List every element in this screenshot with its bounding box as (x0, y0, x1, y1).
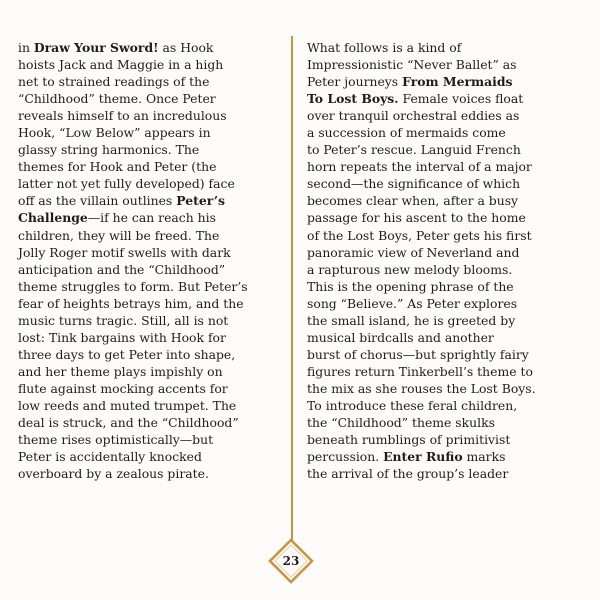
text-line (307, 346, 582, 363)
text-line (18, 56, 280, 73)
bold-title-segment: Challenge (18, 210, 88, 226)
text-line (18, 124, 280, 141)
text-segment: song “Believe.” As Peter explores (307, 295, 518, 311)
text-segment: reveals himself to an incredulous (18, 108, 227, 124)
text-line (307, 107, 582, 124)
text-line (307, 158, 582, 175)
text-segment: Peter is accidentally knocked (18, 449, 202, 465)
text-line (307, 209, 582, 226)
text-segment: burst of chorus—but sprightly fairy (307, 346, 529, 362)
text-segment: becomes clear when, after a busy (307, 193, 519, 209)
text-line (18, 397, 280, 414)
text-line (18, 380, 280, 397)
text-segment: theme struggles to form. But Peter’s (18, 278, 248, 294)
text-line (18, 431, 280, 448)
text-line (307, 141, 582, 158)
text-line (307, 397, 582, 414)
text-segment: flute against mocking accents for (18, 380, 228, 396)
page-number: 23 (282, 554, 300, 568)
left-column (18, 39, 280, 482)
bold-title-segment: Draw Your Sword! (33, 40, 159, 55)
text-segment: latter not yet fully developed) face (18, 176, 235, 192)
text-line (307, 363, 582, 380)
text-line (18, 209, 280, 226)
text-segment: low reeds and muted trumpet. The (18, 397, 237, 413)
text-line (307, 295, 582, 312)
text-line (307, 414, 582, 431)
text-segment: Peter journeys (307, 74, 403, 90)
text-line (18, 278, 280, 295)
text-line (18, 346, 280, 363)
text-segment: “Childhood” theme. Once Peter (18, 91, 216, 107)
text-segment: marks (462, 449, 506, 465)
text-segment: and her theme plays impishly on (18, 363, 223, 379)
text-line (307, 192, 582, 209)
bold-title-segment: Peter’s (176, 193, 225, 209)
text-line (307, 56, 582, 73)
text-segment: —if he can reach his (87, 210, 216, 226)
text-line (18, 261, 280, 278)
text-segment: overboard by a zealous pirate. (18, 466, 209, 482)
text-line (18, 39, 280, 56)
text-segment: musical birdcalls and another (307, 329, 494, 345)
text-segment: deal is struck, and the “Childhood” (18, 415, 239, 431)
text-segment: fear of heights betrays him, and the (18, 295, 244, 311)
text-line (18, 141, 280, 158)
text-segment: Jolly Roger motif swells with dark (18, 244, 231, 260)
text-segment: off as the villain outlines (18, 193, 177, 209)
text-segment: This is the opening phrase of the (307, 278, 514, 294)
text-line (307, 312, 582, 329)
text-segment: panoramic view of Neverland and (307, 244, 520, 260)
text-segment: music turns tragic. Still, all is not (18, 312, 229, 328)
text-line (18, 414, 280, 431)
text-line (18, 107, 280, 124)
text-line (18, 244, 280, 261)
right-column (307, 39, 582, 482)
text-line (307, 90, 582, 107)
text-segment: the arrival of the group’s leader (307, 466, 509, 482)
text-line (18, 73, 280, 90)
text-segment: percussion. (307, 449, 384, 465)
text-segment: net to strained readings of the (18, 74, 210, 90)
text-segment: the “Childhood” theme skulks (307, 415, 495, 431)
bold-title-segment: To Lost Boys. (307, 91, 399, 107)
text-segment: as Hook (158, 40, 214, 55)
text-line (307, 261, 582, 278)
text-line (18, 227, 280, 244)
text-line (307, 380, 582, 397)
text-segment: children, they will be freed. The (18, 227, 220, 243)
text-line (307, 465, 582, 482)
text-segment: Impressionistic “Never Ballet” as (307, 57, 517, 73)
text-segment: in (18, 40, 34, 55)
text-segment: Hook, “Low Below” appears in (18, 125, 211, 141)
text-segment: anticipation and the “Childhood” (18, 261, 226, 277)
text-line (307, 227, 582, 244)
text-segment: glassy string harmonics. The (18, 142, 200, 158)
text-segment: of the Lost Boys, Peter gets his first (307, 227, 532, 243)
text-segment: beneath rumblings of primitivist (307, 432, 511, 448)
text-segment: a succession of mermaids come (307, 125, 506, 141)
text-line (18, 329, 280, 346)
text-segment: a rapturous new melody blooms. (307, 261, 513, 277)
text-segment: To introduce these feral children, (307, 397, 518, 413)
text-line (307, 431, 582, 448)
text-segment: What follows is a kind of (307, 40, 462, 55)
text-segment: the small island, he is greeted by (307, 312, 516, 328)
page-number-badge (268, 538, 314, 584)
text-segment: Female voices float (398, 91, 524, 107)
text-line (307, 73, 582, 90)
text-line (307, 278, 582, 295)
text-line (18, 295, 280, 312)
text-line (18, 192, 280, 209)
text-segment: horn repeats the interval of a major (307, 159, 532, 175)
bold-title-segment: Enter Rufio (383, 449, 463, 465)
text-line (18, 158, 280, 175)
text-line (307, 244, 582, 261)
text-line (307, 39, 582, 56)
text-segment: second—the significance of which (307, 176, 521, 192)
text-segment: passage for his ascent to the home (307, 210, 526, 226)
text-segment: figures return Tinkerbell’s theme to (307, 363, 533, 379)
text-line (307, 448, 582, 465)
text-segment: themes for Hook and Peter (the (18, 159, 217, 175)
text-line (18, 312, 280, 329)
bold-title-segment: From Mermaids (402, 74, 513, 90)
text-line (307, 329, 582, 346)
text-line (18, 448, 280, 465)
text-segment: theme rises optimistically—but (18, 432, 214, 448)
text-line (307, 124, 582, 141)
text-segment: over tranquil orchestral eddies as (307, 108, 520, 124)
text-line (18, 363, 280, 380)
column-divider (291, 36, 293, 540)
text-segment: the mix as she rouses the Lost Boys. (307, 380, 536, 396)
text-segment: hoists Jack and Maggie in a high (18, 57, 224, 73)
text-segment: three days to get Peter into shape, (18, 346, 236, 362)
text-line (18, 175, 280, 192)
text-line (18, 90, 280, 107)
text-line (307, 175, 582, 192)
text-segment: lost: Tink bargains with Hook for (18, 329, 226, 345)
text-line (18, 465, 280, 482)
text-segment: to Peter’s rescue. Languid French (307, 142, 521, 158)
